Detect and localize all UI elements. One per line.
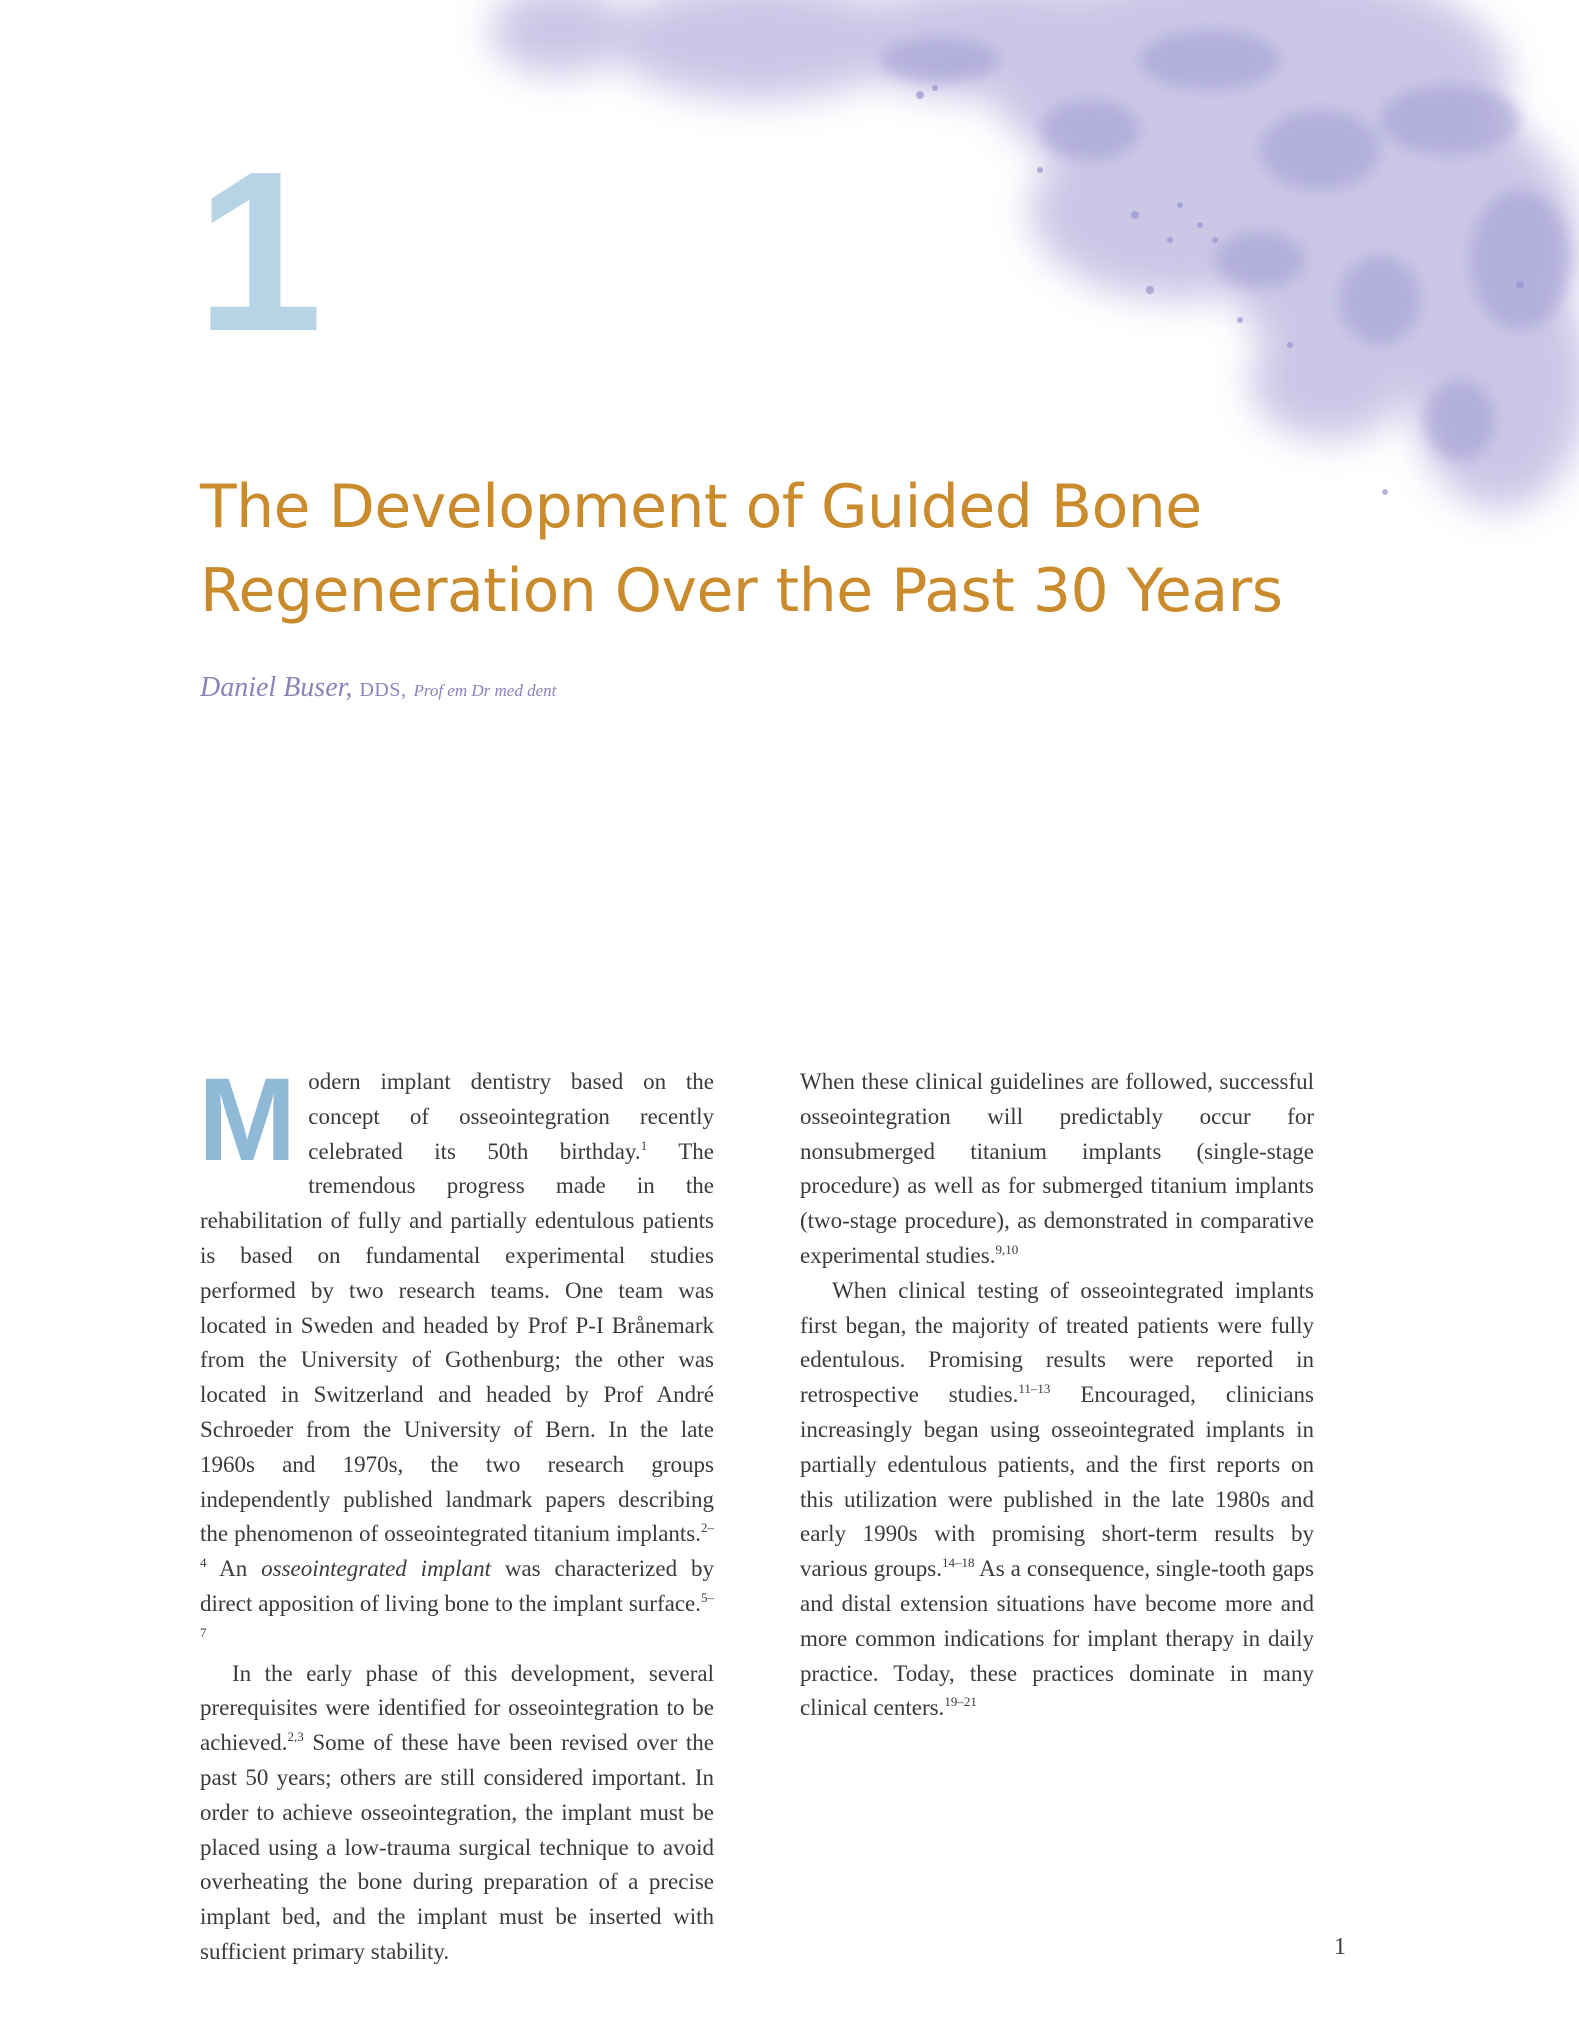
paragraph-1-text-d: was characterized by direct apposition of living bone to the implant surface. — [200, 1556, 714, 1616]
paragraph-1-text-b: The tremendous progress made in the rehabilitation of fully and partially edentulous patients is based on fundamental experimental studies performed by two research teams. One team was located in Sweden and headed by Prof P-I Brånemark from the University of Gothenburg; the other was located in Switzerland and headed by Prof André Schroeder from the University of Bern. In the late 1960s and 1970s, the two research groups independently published landmark papers describing the phenomenon of osseointegrated titanium implants. — [200, 1138, 714, 1547]
paragraph-3-text-b: Encouraged, clinicians increasingly began using osseointegrated implants in partially edentulous patients, and the first reports on this utilization were published in the late 1980s and early 1990s with promising short-term results by various groups. — [800, 1382, 1314, 1582]
paragraph-1-text-a: odern implant dentistry based on the concept of osseointegration recently celebrated its 50th birthday. — [308, 1069, 714, 1164]
paragraph-1-text-c: An — [206, 1556, 262, 1582]
citation-ref: 1 — [640, 1137, 648, 1153]
paragraph-3 — [800, 1274, 1314, 1726]
author-credentials: DDS, — [359, 679, 407, 701]
citation-ref: 14–18 — [942, 1555, 975, 1571]
paragraph-2-text-c: When these clinical guidelines are followed, successful osseointegration will predictably occur for nonsubmerged titanium implants (single-stage procedure) as well as for submerged titanium implants (two-stage procedure), as demonstrated in comparative experimental studies. — [800, 1069, 1314, 1268]
citation-ref: 2–4 — [200, 1520, 714, 1571]
chapter-number: 1 — [196, 125, 323, 379]
body-column-left — [198, 1054, 714, 1970]
citation-ref: 2,3 — [287, 1729, 304, 1745]
paragraph-2-continued — [800, 1065, 1314, 1274]
citation-ref: 9,10 — [995, 1241, 1019, 1257]
author-byline — [200, 672, 556, 704]
emphasized-term: osseointegrated implant — [261, 1556, 491, 1582]
author-name: Daniel Buser, — [200, 672, 353, 703]
citation-ref: 19–21 — [944, 1694, 977, 1710]
citation-ref: 5–7 — [200, 1589, 714, 1640]
body-column-right — [800, 1065, 1314, 1726]
paragraph-1 — [198, 1054, 714, 1657]
paragraph-2-start — [200, 1657, 714, 1970]
paragraph-2-text-a: In the early phase of this development, several prerequisites were identified for osseointegration to be achieved. — [200, 1660, 714, 1756]
drop-cap: M — [198, 1054, 297, 1186]
author-degree: Prof em Dr med dent — [413, 681, 557, 700]
citation-ref: 11–13 — [1018, 1381, 1051, 1397]
page-number: 1 — [1334, 1934, 1346, 1960]
chapter-title-line-2: Regeneration Over the Past 30 Years — [200, 556, 1283, 626]
chapter-title — [200, 465, 1400, 633]
paragraph-3-text-a: When clinical testing of osseointegrated implants first began, the majority of treated patients were fully edentulous. Promising results were reported in retrospective studies. — [800, 1277, 1314, 1408]
paragraph-3-text-c: As a consequence, single-tooth gaps and distal extension situations have become more and more common indications for implant therapy in daily practice. Today, these practices dominate in many clinical centers. — [800, 1556, 1314, 1721]
chapter-title-line-1: The Development of Guided Bone — [200, 472, 1202, 542]
paragraph-2-text-b: Some of these have been revised over the past 50 years; others are still considered important. In order to achieve osseointegration, the implant must be placed using a low-trauma surgical technique to avoid overheating the bone during preparation of a precise implant bed, and the implant must be inserted with sufficient primary stability. — [200, 1730, 714, 1964]
